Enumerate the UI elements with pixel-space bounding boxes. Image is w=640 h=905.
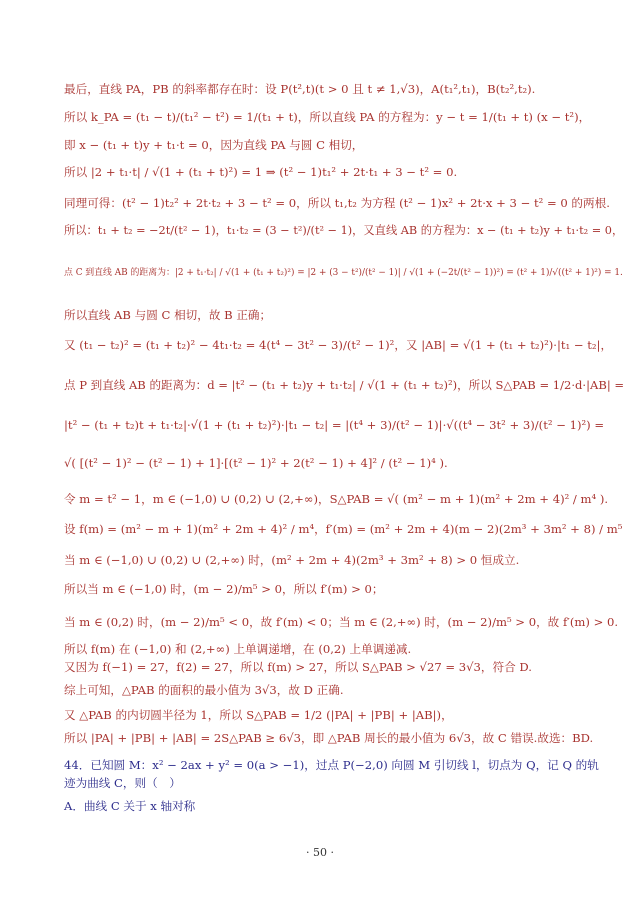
page-number: · 50 · xyxy=(306,846,334,859)
option-line: A．曲线 C 关于 x 轴对称 xyxy=(64,799,196,813)
solution-line: 最后，直线 PA，PB 的斜率都存在时：设 P(t²,t)(t > 0 且 t ≠ 1,√3)，A(t₁²,t₁)，B(t₂²,t₂). xyxy=(64,82,536,96)
solution-line: 所以 f(m) 在 (−1,0) 和 (2,+∞) 上单调递增，在 (0,2) 上单调递减. xyxy=(64,642,412,656)
solution-line: 又 △PAB 的内切圆半径为 1，所以 S△PAB = 1/2 (|PA| + |PB| + |AB|)， xyxy=(64,708,453,722)
solution-line: 当 m ∈ (−1,0) ∪ (0,2) ∪ (2,+∞) 时，(m² + 2m + 4)(2m³ + 3m² + 8) > 0 恒成立. xyxy=(64,553,520,567)
solution-line: 点 P 到直线 AB 的距离为：d = |t² − (t₁ + t₂)y + t₁·t₂| / √(1 + (t₁ + t₂)²)，所以 S△PAB = 1/2·d·|AB| = xyxy=(64,378,625,392)
solution-line: 当 m ∈ (0,2) 时，(m − 2)/m⁵ < 0，故 f′(m) < 0；当 m ∈ (2,+∞) 时，(m − 2)/m⁵ > 0，故 f′(m) > 0. xyxy=(64,615,619,629)
question-line: 迹为曲线 C，则（ ） xyxy=(64,776,181,790)
solution-line: 所以 |2 + t₁·t| / √(1 + (t₁ + t)²) = 1 ⇒ (t² − 1)t₁² + 2t·t₁ + 3 − t² = 0. xyxy=(64,165,458,179)
solution-line: 令 m = t² − 1，m ∈ (−1,0) ∪ (0,2) ∪ (2,+∞)，S△PAB = √( (m² − m + 1)(m² + 2m + 4)² / m⁴ ). xyxy=(64,492,609,506)
solution-line: 同理可得：(t² − 1)t₂² + 2t·t₂ + 3 − t² = 0，所以 t₁,t₂ 为方程 (t² − 1)x² + 2t·x + 3 − t² = 0 的两根. xyxy=(64,196,610,210)
solution-line: |t² − (t₁ + t₂)t + t₁·t₂|·√(1 + (t₁ + t₂)²)·|t₁ − t₂| = |(t⁴ + 3)/(t² − 1)|·√((t⁴ − 3t² + 3)/(t² − 1)²) = xyxy=(64,418,605,432)
solution-line: 又因为 f(−1) = 27，f(2) = 27，所以 f(m) > 27，所以 S△PAB > √27 = 3√3，符合 D. xyxy=(64,660,532,674)
solution-line: 所以直线 AB 与圆 C 相切，故 B 正确； xyxy=(64,308,272,322)
solution-line: 所以 |PA| + |PB| + |AB| = 2S△PAB ≥ 6√3，即 △PAB 周长的最小值为 6√3，故 C 错误.故选：BD. xyxy=(64,731,594,745)
solution-line: 即 x − (t₁ + t)y + t₁·t = 0，因为直线 PA 与圆 C 相切， xyxy=(64,138,364,152)
solution-line: 设 f(m) = (m² − m + 1)(m² + 2m + 4)² / m⁴，f′(m) = (m² + 2m + 4)(m − 2)(2m³ + 3m² + 8) / m⁵ xyxy=(64,522,623,536)
solution-line: 所以：t₁ + t₂ = −2t/(t² − 1)，t₁·t₂ = (3 − t²)/(t² − 1)，又直线 AB 的方程为：x − (t₁ + t₂)y + t₁·t₂ = 0， xyxy=(64,224,624,237)
solution-line: 点 C 到直线 AB 的距离为：|2 + t₁·t₂| / √(1 + (t₁ + t₂)²) = |2 + (3 − t²)/(t² − 1)| / √(1 + (−2t/(t² − 1))²) = (t² + 1)/√((t² + 1)²) = 1. xyxy=(64,268,623,278)
solution-line: 又 (t₁ − t₂)² = (t₁ + t₂)² − 4t₁·t₂ = 4(t⁴ − 3t² − 3)/(t² − 1)²，又 |AB| = √(1 + (t₁ + t₂)²)·|t₁ − t₂|， xyxy=(64,338,613,352)
question-line: 44．已知圆 M：x² − 2ax + y² = 0(a > −1)，过点 P(−2,0) 向圆 M 引切线 l，切点为 Q，记 Q 的轨 xyxy=(64,758,599,772)
solution-line: √( [(t² − 1)² − (t² − 1) + 1]·[(t² − 1)² + 2(t² − 1) + 4]² / (t² − 1)⁴ ). xyxy=(64,456,448,470)
solution-line: 所以当 m ∈ (−1,0) 时，(m − 2)/m⁵ > 0，所以 f′(m) > 0； xyxy=(64,582,384,596)
solution-line: 所以 k_PA = (t₁ − t)/(t₁² − t²) = 1/(t₁ + t)，所以直线 PA 的方程为：y − t = 1/(t₁ + t) (x − t²)， xyxy=(64,110,591,124)
solution-line: 综上可知，△PAB 的面积的最小值为 3√3，故 D 正确. xyxy=(64,683,344,697)
